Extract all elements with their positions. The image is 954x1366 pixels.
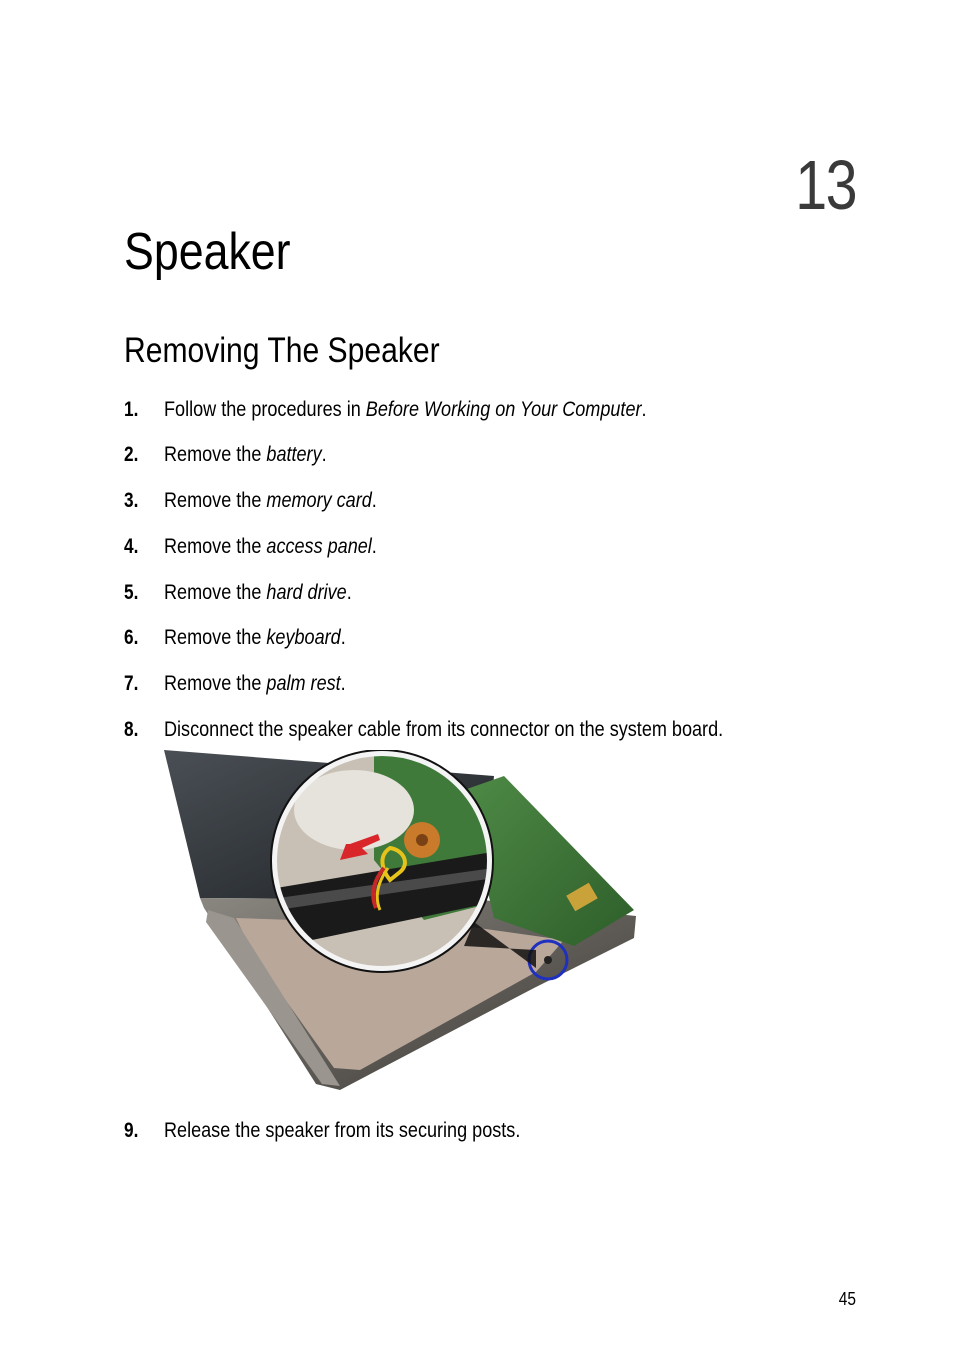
- step-text: Disconnect the speaker cable from its connector on the system board.: [164, 718, 724, 741]
- step-4: [124, 532, 844, 562]
- step-number: 9.: [124, 1119, 139, 1142]
- step-1: [124, 395, 844, 425]
- step-text: Remove the keyboard.: [164, 626, 346, 649]
- step-5: [124, 578, 844, 608]
- step-2: [124, 440, 844, 470]
- section-title: Removing The Speaker: [124, 331, 440, 370]
- step-link[interactable]: access panel: [266, 535, 372, 558]
- step-7: [124, 669, 844, 699]
- step-number: 3.: [124, 489, 139, 512]
- step-text: Follow the procedures in Before Working on Your Computer.: [164, 398, 647, 421]
- step-number: 7.: [124, 672, 139, 695]
- step-text: Remove the memory card.: [164, 489, 377, 512]
- step-3: [124, 486, 844, 516]
- step-number: 2.: [124, 443, 139, 466]
- step-8: [124, 715, 844, 745]
- laptop-illustration: [164, 750, 644, 1095]
- step-6: [124, 623, 844, 653]
- step-link[interactable]: battery: [266, 443, 322, 466]
- page-number: 45: [838, 1289, 856, 1309]
- step-number: 8.: [124, 718, 139, 741]
- speaker-cable-figure: [164, 750, 644, 1095]
- chapter-title: Speaker: [124, 223, 291, 281]
- step-link[interactable]: palm rest: [266, 672, 341, 695]
- step-text: Remove the battery.: [164, 443, 327, 466]
- step-text: Remove the palm rest.: [164, 672, 346, 695]
- step-link[interactable]: hard drive: [266, 581, 347, 604]
- step-number: 5.: [124, 581, 139, 604]
- step-number: 6.: [124, 626, 139, 649]
- step-number: 1.: [124, 398, 139, 421]
- step-link[interactable]: keyboard: [266, 626, 341, 649]
- step-text: Remove the access panel.: [164, 535, 377, 558]
- step-text: Remove the hard drive.: [164, 581, 352, 604]
- step-9: [124, 1116, 844, 1146]
- step-text: Release the speaker from its securing posts.: [164, 1119, 521, 1142]
- step-link[interactable]: Before Working on Your Computer: [365, 398, 642, 421]
- chapter-number: 13: [795, 146, 856, 224]
- step-link[interactable]: memory card: [266, 489, 372, 512]
- step-number: 4.: [124, 535, 139, 558]
